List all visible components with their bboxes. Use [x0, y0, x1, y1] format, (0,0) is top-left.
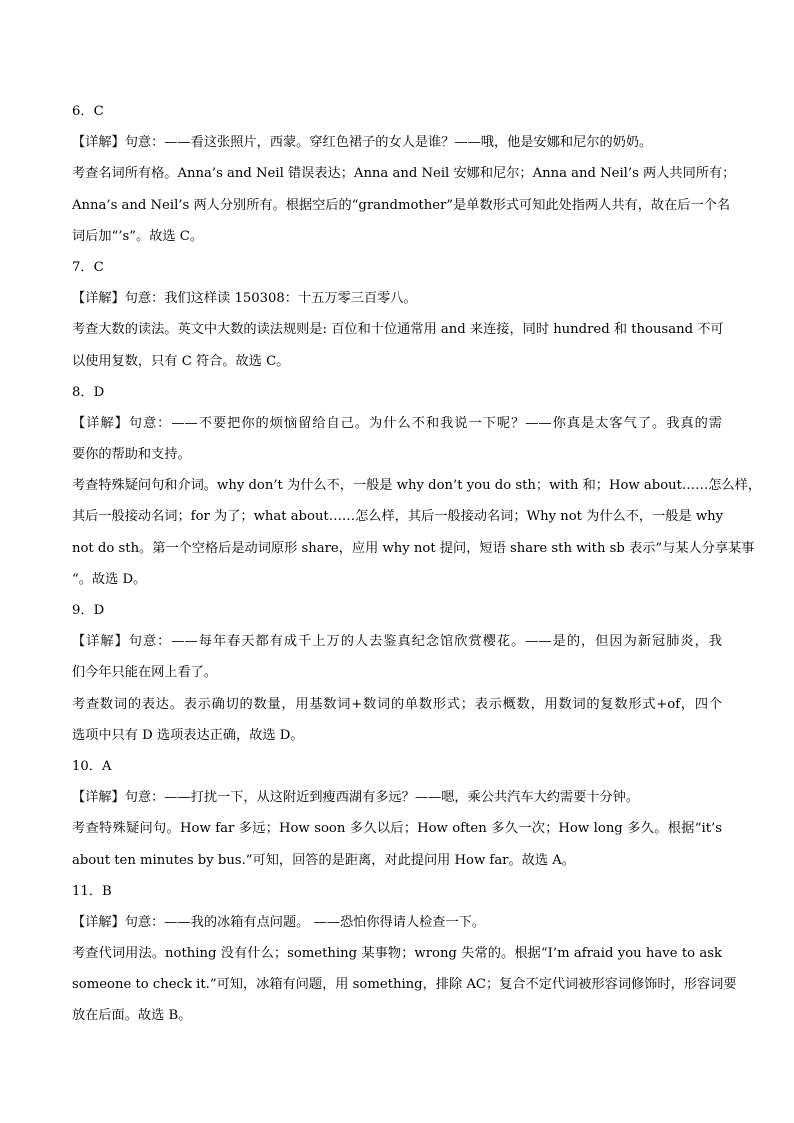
explanation-line: 【详解】句意：我们这样读 150308：十五万零三百零八。	[72, 291, 417, 307]
explanation-line: 【详解】句意：——每年春天都有成千上万的人去鉴真纪念馆欣赏樱花。——是的，但因为新冠肺炎，我	[72, 634, 722, 650]
explanation-line: 考查大数的读法。英文中大数的读法规则是: 百位和十位通常用 and 来连接，同时 hundred 和 thousand 不可	[72, 322, 724, 338]
explanation-line: not do sth。第一个空格后是动词原形 share，应用 why not 提问，短语 share sth with sb 表示”与某人分享某事	[72, 540, 755, 556]
explanation-line: 词后加“’s”。故选 C。	[72, 228, 204, 244]
answer-item-8	[72, 377, 762, 595]
answer-item-10	[72, 751, 722, 876]
explanation-line: 们今年只能在网上看了。	[72, 665, 218, 681]
answer-item-9	[72, 595, 722, 751]
explanation-line: 考查数词的表达。表示确切的数量，用基数词+数词的单数形式；表示概数，用数词的复数形式+of，四个	[72, 696, 722, 712]
answer-item-6	[72, 96, 736, 252]
explanation-line: “。故选 D。	[72, 571, 147, 587]
explanation-line: 考查代词用法。nothing 没有什么；something 某事物；wrong 失常的。根据“I’m afraid you have to ask	[72, 946, 722, 962]
answer-explanations	[72, 96, 762, 1032]
explanation-line: 以使用复数，只有 C 符合。故选 C。	[72, 353, 290, 369]
answer-item-7	[72, 252, 722, 377]
answer-number: 6．C	[72, 104, 104, 119]
explanation-line: someone to check it.”可知，冰箱有问题，用 something，排除 AC；复合不定代词被形容词修饰时，形容词要	[72, 977, 737, 993]
explanation-line: 考查特殊疑问句和介词。why don’t 为什么不，一般是 why don’t you do sth；with 和；How about……怎么样，	[72, 478, 762, 494]
answer-number: 10．A	[72, 758, 112, 774]
explanation-line: 考查特殊疑问句。How far 多远；How soon 多久以后；How often 多久一次；How long 多久。根据“it’s	[72, 821, 722, 837]
explanation-line: 【详解】句意：——打扰一下，从这附近到瘦西湖有多远？——嗯，乘公共汽车大约需要十分钟。	[72, 790, 640, 806]
answer-item-11	[72, 876, 737, 1032]
answer-number: 11．B	[72, 883, 112, 899]
explanation-line: 要你的帮助和支持。	[72, 447, 191, 463]
answer-number: 9．D	[72, 603, 105, 618]
explanation-line: 考查名词所有格。Anna’s and Neil 错误表达；Anna and Neil 安娜和尼尔；Anna and Neil’s 两人共同所有；	[72, 166, 736, 182]
explanation-line: Anna’s and Neil’s 两人分别所有。根据空后的“grandmother”是单数形式可知此处指两人共有，故在后一个名	[72, 197, 731, 213]
answer-number: 8．D	[72, 384, 105, 400]
explanation-line: 放在后面。故选 B。	[72, 1008, 192, 1024]
answer-number: 7．C	[72, 259, 104, 275]
explanation-line: 选项中只有 D 选项表达正确，故选 D。	[72, 727, 304, 743]
explanation-line: 【详解】句意：——不要把你的烦恼留给自己。为什么不和我说一下呢？——你真是太客气了。我真的需	[72, 415, 722, 431]
explanation-line: 【详解】句意：——看这张照片，西蒙。穿红色裙子的女人是谁？——哦，他是安娜和尼尔的奶奶。	[72, 135, 653, 151]
explanation-line: 【详解】句意：——我的冰箱有点问题。 ——恐怕你得请人检查一下。	[72, 914, 486, 930]
explanation-line: 其后一般接动名词；for 为了；what about……怎么样，其后一般接动名词；Why not 为什么不，一般是 why	[72, 509, 724, 525]
explanation-line: about ten minutes by bus.”可知，回答的是距离，对此提问用 How far。故选 A。	[72, 852, 575, 868]
